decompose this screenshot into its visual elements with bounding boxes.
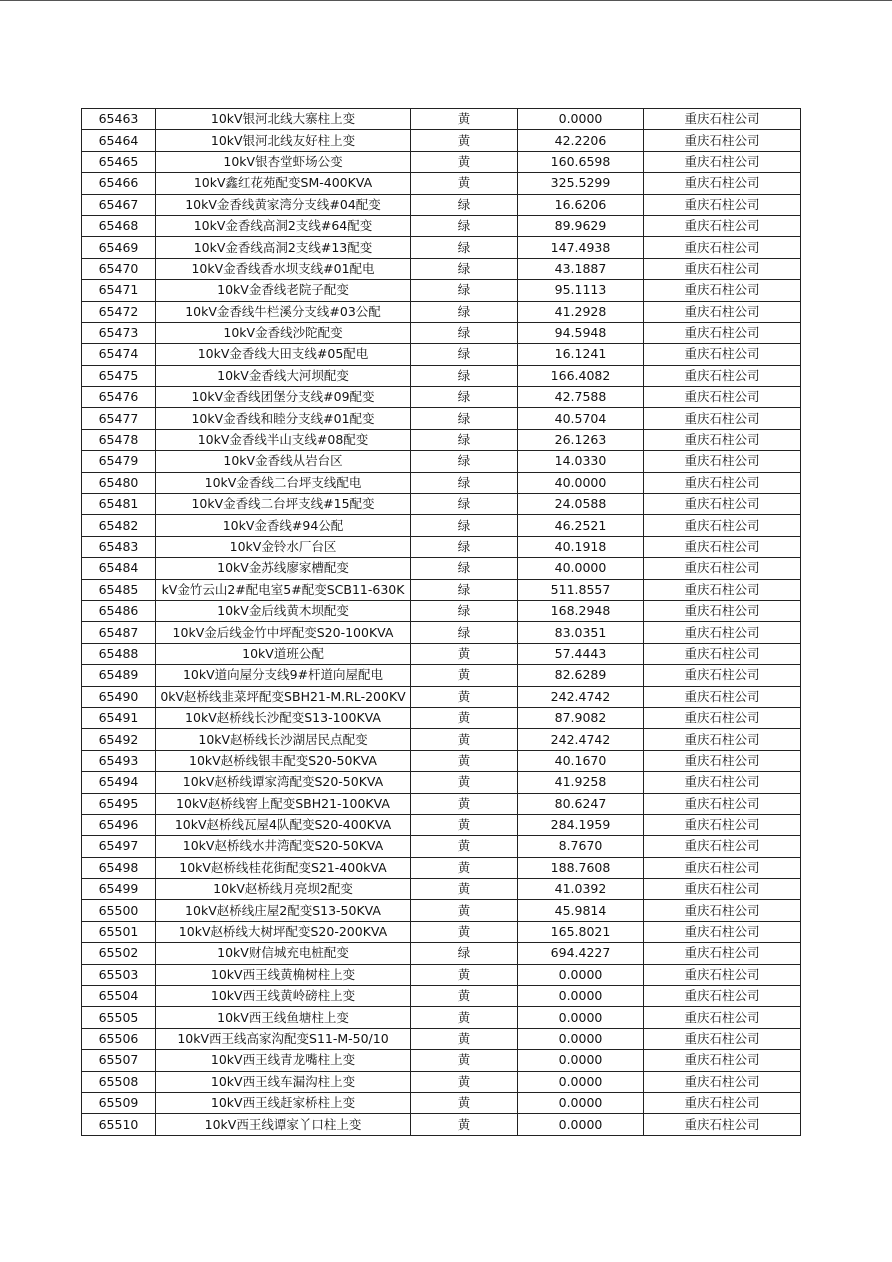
company-cell: 重庆石柱公司 [644,857,801,878]
level-cell: 绿 [411,451,518,472]
level-cell: 黄 [411,836,518,857]
company-cell: 重庆石柱公司 [644,900,801,921]
company-cell: 重庆石柱公司 [644,194,801,215]
value-cell: 40.1918 [518,536,644,557]
company-cell: 重庆石柱公司 [644,772,801,793]
row-id-cell: 65508 [82,1071,156,1092]
value-cell: 511.8557 [518,579,644,600]
transformer-name-cell: 10kV赵桥线长沙配变S13-100KVA [156,707,411,728]
transformer-name-cell: 10kV金香线大田支线#05配电 [156,344,411,365]
company-cell: 重庆石柱公司 [644,258,801,279]
level-cell: 绿 [411,301,518,322]
level-cell: 黄 [411,793,518,814]
transformer-name-cell: 10kV赵桥线窖上配变SBH21-100KVA [156,793,411,814]
company-cell: 重庆石柱公司 [644,707,801,728]
value-cell: 0.0000 [518,1092,644,1113]
row-id-cell: 65478 [82,429,156,450]
level-cell: 黄 [411,1092,518,1113]
row-id-cell: 65481 [82,494,156,515]
table-row [82,921,801,942]
company-cell: 重庆石柱公司 [644,280,801,301]
transformer-name-cell: 10kV金香线团堡分支线#09配变 [156,387,411,408]
level-cell: 黄 [411,1114,518,1135]
transformer-name-cell: 10kV金香线高洞2支线#13配变 [156,237,411,258]
transformer-name-cell: 10kV金香线二台坪支线#15配变 [156,494,411,515]
value-cell: 694.4227 [518,943,644,964]
value-cell: 57.4443 [518,643,644,664]
transformer-name-cell: 10kV金香线黄家湾分支线#04配变 [156,194,411,215]
level-cell: 绿 [411,344,518,365]
level-cell: 黄 [411,986,518,1007]
company-cell: 重庆石柱公司 [644,943,801,964]
value-cell: 94.5948 [518,322,644,343]
company-cell: 重庆石柱公司 [644,109,801,130]
value-cell: 147.4938 [518,237,644,258]
transformer-name-cell: 10kV西王线青龙嘴柱上变 [156,1050,411,1071]
company-cell: 重庆石柱公司 [644,322,801,343]
company-cell: 重庆石柱公司 [644,879,801,900]
value-cell: 24.0588 [518,494,644,515]
value-cell: 242.4742 [518,729,644,750]
row-id-cell: 65503 [82,964,156,985]
row-id-cell: 65504 [82,986,156,1007]
level-cell: 绿 [411,258,518,279]
row-id-cell: 65472 [82,301,156,322]
row-id-cell: 65487 [82,622,156,643]
value-cell: 82.6289 [518,665,644,686]
row-id-cell: 65498 [82,857,156,878]
table-row [82,579,801,600]
row-id-cell: 65495 [82,793,156,814]
transformer-name-cell: 10kV银杏堂虾场公变 [156,151,411,172]
level-cell: 黄 [411,173,518,194]
row-id-cell: 65468 [82,215,156,236]
company-cell: 重庆石柱公司 [644,643,801,664]
transformer-name-cell: 10kV金香线#94公配 [156,515,411,536]
level-cell: 绿 [411,365,518,386]
level-cell: 绿 [411,494,518,515]
table-row [82,215,801,236]
level-cell: 绿 [411,215,518,236]
transformer-name-cell: 10kV西王线鱼塘柱上变 [156,1007,411,1028]
company-cell: 重庆石柱公司 [644,750,801,771]
level-cell: 黄 [411,921,518,942]
row-id-cell: 65479 [82,451,156,472]
value-cell: 40.0000 [518,472,644,493]
row-id-cell: 65476 [82,387,156,408]
row-id-cell: 65494 [82,772,156,793]
level-cell: 绿 [411,194,518,215]
table-row [82,194,801,215]
value-cell: 0.0000 [518,986,644,1007]
level-cell: 黄 [411,665,518,686]
level-cell: 黄 [411,1050,518,1071]
transformer-name-cell: 10kV西王线黄桷树柱上变 [156,964,411,985]
company-cell: 重庆石柱公司 [644,836,801,857]
company-cell: 重庆石柱公司 [644,173,801,194]
level-cell: 黄 [411,109,518,130]
company-cell: 重庆石柱公司 [644,387,801,408]
value-cell: 16.1241 [518,344,644,365]
value-cell: 89.9629 [518,215,644,236]
value-cell: 40.5704 [518,408,644,429]
table-row [82,836,801,857]
company-cell: 重庆石柱公司 [644,964,801,985]
company-cell: 重庆石柱公司 [644,515,801,536]
value-cell: 168.2948 [518,600,644,621]
table-row [82,365,801,386]
table-row [82,301,801,322]
company-cell: 重庆石柱公司 [644,1092,801,1113]
transformer-name-cell: 10kV金香线大河坝配变 [156,365,411,386]
value-cell: 40.0000 [518,558,644,579]
table-row [82,558,801,579]
table-row [82,387,801,408]
row-id-cell: 65491 [82,707,156,728]
transformer-name-cell: 10kV金铃水厂台区 [156,536,411,557]
level-cell: 黄 [411,1071,518,1092]
table-row [82,879,801,900]
value-cell: 0.0000 [518,1050,644,1071]
transformer-name-cell: 10kV赵桥线谭家湾配变S20-50KVA [156,772,411,793]
company-cell: 重庆石柱公司 [644,408,801,429]
transformer-name-cell: 10kV赵桥线月亮坝2配变 [156,879,411,900]
level-cell: 绿 [411,536,518,557]
company-cell: 重庆石柱公司 [644,600,801,621]
row-id-cell: 65467 [82,194,156,215]
table-body [82,109,801,1136]
value-cell: 43.1887 [518,258,644,279]
transformer-name-cell: 10kV西王线赶家桥柱上变 [156,1092,411,1113]
table-row [82,451,801,472]
row-id-cell: 65464 [82,130,156,151]
transformer-name-cell: 10kV赵桥线水井湾配变S20-50KVA [156,836,411,857]
value-cell: 41.9258 [518,772,644,793]
level-cell: 黄 [411,151,518,172]
table-row [82,857,801,878]
transformer-name-cell: 10kV赵桥线瓦屋4队配变S20-400KVA [156,814,411,835]
value-cell: 0.0000 [518,1028,644,1049]
table-row [82,494,801,515]
company-cell: 重庆石柱公司 [644,729,801,750]
row-id-cell: 65506 [82,1028,156,1049]
table-row [82,472,801,493]
company-cell: 重庆石柱公司 [644,451,801,472]
row-id-cell: 65499 [82,879,156,900]
table-row [82,322,801,343]
table-row [82,729,801,750]
value-cell: 45.9814 [518,900,644,921]
company-cell: 重庆石柱公司 [644,1071,801,1092]
transformer-name-cell: 0kV赵桥线韭菜坪配变SBH21-M.RL-200KV [156,686,411,707]
company-cell: 重庆石柱公司 [644,536,801,557]
table-row [82,173,801,194]
row-id-cell: 65484 [82,558,156,579]
level-cell: 黄 [411,900,518,921]
row-id-cell: 65510 [82,1114,156,1135]
table-row [82,643,801,664]
company-cell: 重庆石柱公司 [644,472,801,493]
transformer-name-cell: 10kV金香线牛栏溪分支线#03公配 [156,301,411,322]
table-row [82,622,801,643]
row-id-cell: 65488 [82,643,156,664]
table-row [82,600,801,621]
row-id-cell: 65483 [82,536,156,557]
level-cell: 黄 [411,1007,518,1028]
transformer-name-cell: 10kV西王线黄岭磅柱上变 [156,986,411,1007]
value-cell: 95.1113 [518,280,644,301]
level-cell: 黄 [411,130,518,151]
transformer-name-cell: 10kV金香线香水坝支线#01配电 [156,258,411,279]
value-cell: 0.0000 [518,109,644,130]
level-cell: 黄 [411,814,518,835]
table-row [82,258,801,279]
transformer-name-cell: 10kV西王线谭家丫口柱上变 [156,1114,411,1135]
level-cell: 黄 [411,1028,518,1049]
level-cell: 绿 [411,579,518,600]
company-cell: 重庆石柱公司 [644,301,801,322]
table-row [82,237,801,258]
company-cell: 重庆石柱公司 [644,814,801,835]
company-cell: 重庆石柱公司 [644,665,801,686]
value-cell: 41.0392 [518,879,644,900]
value-cell: 14.0330 [518,451,644,472]
company-cell: 重庆石柱公司 [644,622,801,643]
value-cell: 0.0000 [518,1007,644,1028]
row-id-cell: 65505 [82,1007,156,1028]
transformer-name-cell: 10kV金香线二台坪支线配电 [156,472,411,493]
row-id-cell: 65470 [82,258,156,279]
level-cell: 黄 [411,707,518,728]
value-cell: 42.2206 [518,130,644,151]
table-row [82,1028,801,1049]
transformer-name-cell: kV金竹云山2#配电室5#配变SCB11-630K [156,579,411,600]
table-row [82,1050,801,1071]
transformer-name-cell: 10kV道向屋分支线9#杆道向屋配电 [156,665,411,686]
value-cell: 0.0000 [518,964,644,985]
row-id-cell: 65469 [82,237,156,258]
value-cell: 16.6206 [518,194,644,215]
transformer-name-cell: 10kV赵桥线庄屋2配变S13-50KVA [156,900,411,921]
level-cell: 黄 [411,686,518,707]
row-id-cell: 65480 [82,472,156,493]
row-id-cell: 65502 [82,943,156,964]
value-cell: 46.2521 [518,515,644,536]
table-row [82,665,801,686]
company-cell: 重庆石柱公司 [644,1028,801,1049]
transformer-name-cell: 10kV财信城充电桩配变 [156,943,411,964]
row-id-cell: 65475 [82,365,156,386]
table-row [82,686,801,707]
table-row [82,515,801,536]
value-cell: 166.4082 [518,365,644,386]
row-id-cell: 65496 [82,814,156,835]
table-row [82,1007,801,1028]
table-row [82,109,801,130]
row-id-cell: 65471 [82,280,156,301]
transformer-name-cell: 10kV西王线车漏沟柱上变 [156,1071,411,1092]
value-cell: 41.2928 [518,301,644,322]
company-cell: 重庆石柱公司 [644,1007,801,1028]
transformer-name-cell: 10kV道班公配 [156,643,411,664]
row-id-cell: 65489 [82,665,156,686]
value-cell: 87.9082 [518,707,644,728]
row-id-cell: 65485 [82,579,156,600]
level-cell: 黄 [411,772,518,793]
value-cell: 8.7670 [518,836,644,857]
transformer-name-cell: 10kV金苏线廖家槽配变 [156,558,411,579]
level-cell: 绿 [411,280,518,301]
table-row [82,900,801,921]
table-row [82,986,801,1007]
value-cell: 284.1959 [518,814,644,835]
transformer-name-cell: 10kV金香线从岩台区 [156,451,411,472]
value-cell: 242.4742 [518,686,644,707]
transformer-name-cell: 10kV金香线老院子配变 [156,280,411,301]
level-cell: 绿 [411,472,518,493]
page-top-border [0,0,892,1]
value-cell: 80.6247 [518,793,644,814]
level-cell: 黄 [411,857,518,878]
value-cell: 160.6598 [518,151,644,172]
value-cell: 40.1670 [518,750,644,771]
value-cell: 26.1263 [518,429,644,450]
transformer-name-cell: 10kV金香线半山支线#08配变 [156,429,411,450]
table-row [82,344,801,365]
row-id-cell: 65509 [82,1092,156,1113]
row-id-cell: 65500 [82,900,156,921]
company-cell: 重庆石柱公司 [644,1114,801,1135]
company-cell: 重庆石柱公司 [644,494,801,515]
transformer-name-cell: 10kV金后线金竹中坪配变S20-100KVA [156,622,411,643]
company-cell: 重庆石柱公司 [644,986,801,1007]
table-row [82,130,801,151]
level-cell: 黄 [411,729,518,750]
table-row [82,943,801,964]
row-id-cell: 65463 [82,109,156,130]
company-cell: 重庆石柱公司 [644,793,801,814]
level-cell: 绿 [411,600,518,621]
company-cell: 重庆石柱公司 [644,921,801,942]
company-cell: 重庆石柱公司 [644,429,801,450]
table-row [82,408,801,429]
table-row [82,1071,801,1092]
table-row [82,772,801,793]
company-cell: 重庆石柱公司 [644,237,801,258]
transformer-name-cell: 10kV金香线和睦分支线#01配变 [156,408,411,429]
transformer-name-cell: 10kV赵桥线银丰配变S20-50KVA [156,750,411,771]
company-cell: 重庆石柱公司 [644,130,801,151]
company-cell: 重庆石柱公司 [644,686,801,707]
table-row [82,280,801,301]
level-cell: 绿 [411,408,518,429]
table-row [82,814,801,835]
transformer-name-cell: 10kV金香线高洞2支线#64配变 [156,215,411,236]
level-cell: 绿 [411,387,518,408]
row-id-cell: 65493 [82,750,156,771]
table-row [82,1092,801,1113]
level-cell: 绿 [411,429,518,450]
transformer-name-cell: 10kV银河北线友好柱上变 [156,130,411,151]
row-id-cell: 65474 [82,344,156,365]
value-cell: 0.0000 [518,1114,644,1135]
table-row [82,707,801,728]
table-row [82,536,801,557]
company-cell: 重庆石柱公司 [644,215,801,236]
transformer-name-cell: 10kV西王线高家沟配变S11-M-50/10 [156,1028,411,1049]
row-id-cell: 65482 [82,515,156,536]
level-cell: 黄 [411,643,518,664]
transformer-name-cell: 10kV赵桥线大树坪配变S20-200KVA [156,921,411,942]
table-row [82,429,801,450]
value-cell: 325.5299 [518,173,644,194]
value-cell: 83.0351 [518,622,644,643]
value-cell: 42.7588 [518,387,644,408]
transformer-name-cell: 10kV鑫红花苑配变SM-400KVA [156,173,411,194]
company-cell: 重庆石柱公司 [644,151,801,172]
value-cell: 165.8021 [518,921,644,942]
transformer-name-cell: 10kV金后线黄木坝配变 [156,600,411,621]
company-cell: 重庆石柱公司 [644,558,801,579]
table-row [82,750,801,771]
row-id-cell: 65490 [82,686,156,707]
row-id-cell: 65497 [82,836,156,857]
table-row [82,964,801,985]
row-id-cell: 65473 [82,322,156,343]
value-cell: 188.7608 [518,857,644,878]
level-cell: 黄 [411,879,518,900]
level-cell: 绿 [411,237,518,258]
table-row [82,151,801,172]
row-id-cell: 65492 [82,729,156,750]
level-cell: 黄 [411,964,518,985]
table-row [82,1114,801,1135]
row-id-cell: 65507 [82,1050,156,1071]
company-cell: 重庆石柱公司 [644,365,801,386]
level-cell: 绿 [411,943,518,964]
row-id-cell: 65466 [82,173,156,194]
transformer-name-cell: 10kV赵桥线桂花街配变S21-400kVA [156,857,411,878]
level-cell: 绿 [411,515,518,536]
row-id-cell: 65465 [82,151,156,172]
level-cell: 黄 [411,750,518,771]
transformer-name-cell: 10kV银河北线大寨柱上变 [156,109,411,130]
transformer-name-cell: 10kV赵桥线长沙湖居民点配变 [156,729,411,750]
table-row [82,793,801,814]
transformer-table [81,108,801,1136]
company-cell: 重庆石柱公司 [644,344,801,365]
row-id-cell: 65477 [82,408,156,429]
row-id-cell: 65486 [82,600,156,621]
value-cell: 0.0000 [518,1071,644,1092]
company-cell: 重庆石柱公司 [644,1050,801,1071]
transformer-name-cell: 10kV金香线沙陀配变 [156,322,411,343]
row-id-cell: 65501 [82,921,156,942]
level-cell: 绿 [411,322,518,343]
company-cell: 重庆石柱公司 [644,579,801,600]
level-cell: 绿 [411,558,518,579]
level-cell: 绿 [411,622,518,643]
